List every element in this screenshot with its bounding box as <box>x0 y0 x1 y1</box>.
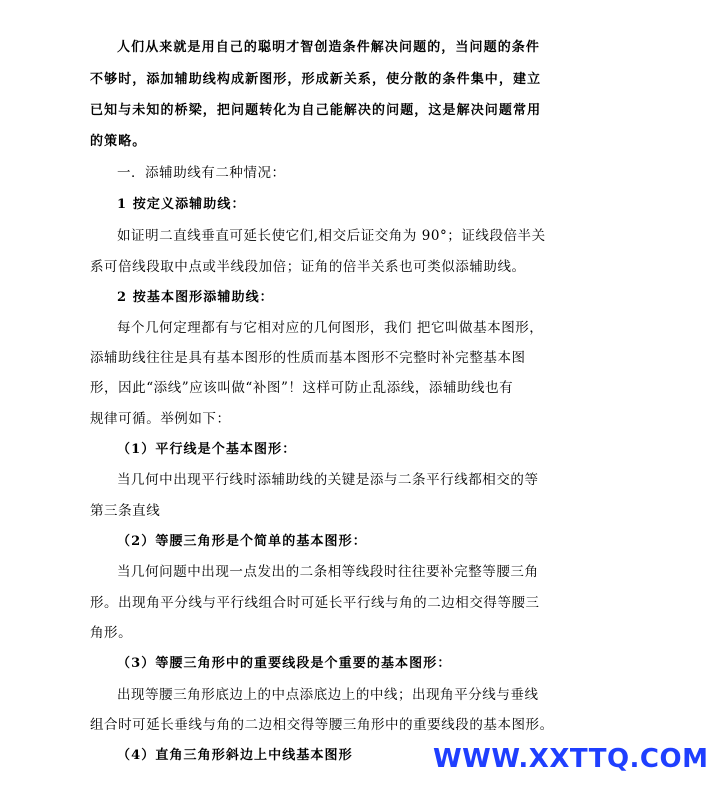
subsection-1-heading: 1 按定义添辅助线： <box>117 197 246 212</box>
intro-line-3: 已知与未知的桥梁，把问题转化为自己能解决的问题，这是解决问题常用 <box>90 103 542 118</box>
watermark-url: WWW.XXTTQ.COM <box>433 744 709 774</box>
item-2-text-line-2: 形。出现角平分线与平行线组合时可延长平行线与角的二边相交得等腰三 <box>90 595 540 611</box>
intro-line-2: 不够时，添加辅助线构成新图形，形成新关系，使分散的条件集中，建立 <box>90 72 542 87</box>
item-1-heading: （1）平行线是个基本图形： <box>117 442 297 457</box>
section-1-heading: 一．添辅助线有二种情况： <box>117 165 286 181</box>
item-3-text-line-2: 组合时可延长垂线与角的二边相交得等腰三角形中的重要线段的基本图形。 <box>90 717 554 733</box>
subsection-1-text-line-2: 系可倍线段取中点或半线段加倍；证角的倍半关系也可类似添辅助线。 <box>90 259 526 275</box>
item-3-heading: （3）等腰三角形中的重要线段是个重要的基本图形： <box>117 656 452 671</box>
item-1-text-line-2: 第三条直线 <box>90 503 161 519</box>
item-2-text-line-3: 角形。 <box>90 625 133 641</box>
subsection-2-text-line-1: 每个几何定理都有与它相对应的几何图形，我们 把它叫做基本图形， <box>117 320 544 336</box>
subsection-2-text-line-2: 添辅助线往往是具有基本图形的性质而基本图形不完整时补完整基本图 <box>90 350 526 366</box>
item-4-heading: （4）直角三角形斜边上中线基本图形 <box>117 748 353 763</box>
subsection-2-text-line-3: 形，因此“添线”应该叫做“补图”！这样可防止乱添线，添辅助线也有 <box>90 380 514 396</box>
item-2-text-line-1: 当几何问题中出现一点发出的二条相等线段时往往要补完整等腰三角 <box>117 564 539 580</box>
item-3-text-line-1: 出现等腰三角形底边上的中点添底边上的中线；出现角平分线与垂线 <box>117 687 539 703</box>
subsection-2-text-line-4: 规律可循。举例如下： <box>90 411 231 427</box>
subsection-1-text-line-1: 如证明二直线垂直可延长使它们,相交后证交角为 90°；证线段倍半关 <box>117 228 546 244</box>
intro-line-1: 人们从来就是用自己的聪明才智创造条件解决问题的，当问题的条件 <box>117 40 541 55</box>
item-2-heading: （2）等腰三角形是个简单的基本图形： <box>117 534 367 549</box>
intro-line-4: 的策略。 <box>90 134 147 149</box>
item-1-text-line-1: 当几何中出现平行线时添辅助线的关键是添与二条平行线都相交的等 <box>117 472 539 488</box>
subsection-2-heading: 2 按基本图形添辅助线： <box>117 290 274 305</box>
